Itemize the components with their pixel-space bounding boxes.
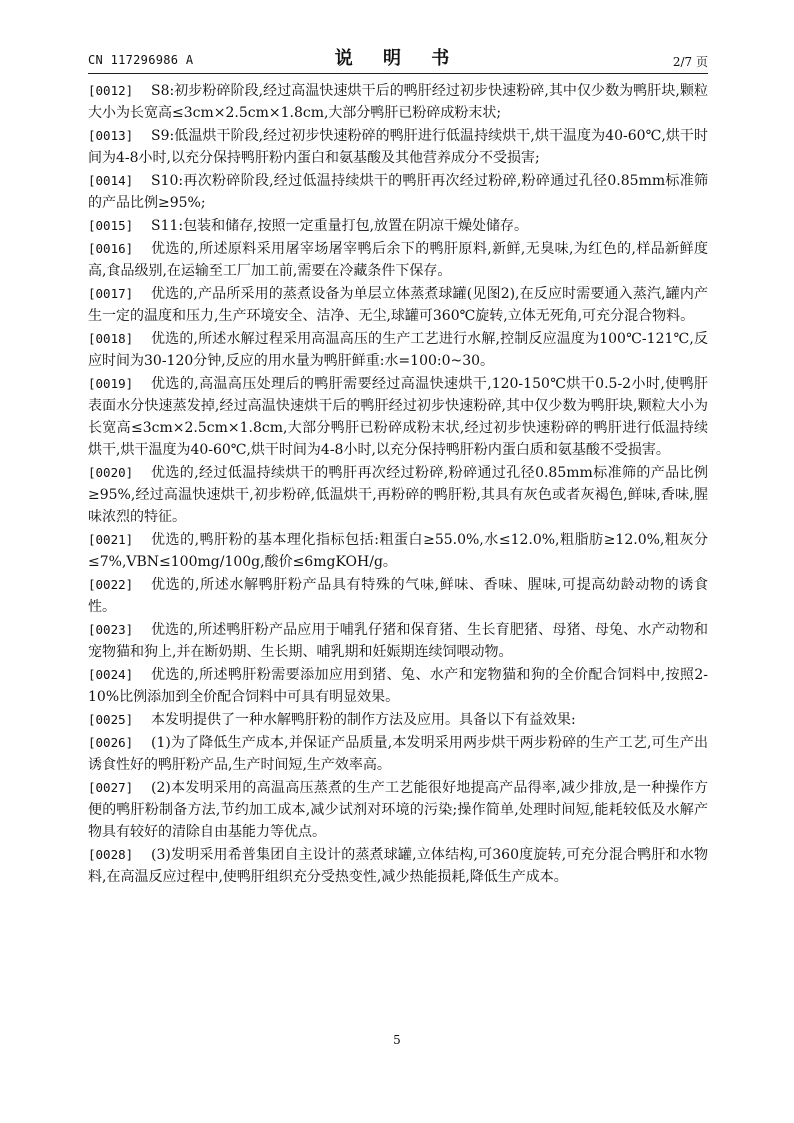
paragraph-number: [0021] — [88, 532, 134, 547]
paragraph-number: [0018] — [88, 331, 134, 346]
paragraph — [88, 328, 708, 372]
paragraph-text: 优选的,鸭肝粉的基本理化指标包括:粗蛋白≥55.0%,水≤12.0%,粗脂肪≥12.0%,粗灰分≤7%,VBN≤100mg/100g,酸价≤6mgKOH/g。 — [88, 532, 708, 570]
paragraph — [88, 283, 708, 327]
paragraph-number: [0020] — [88, 465, 134, 480]
paragraph-text: 优选的,所述水解鸭肝粉产品具有特殊的气味,鲜味、香味、腥味,可提高幼龄动物的诱食性。 — [88, 577, 708, 615]
paragraph — [88, 619, 708, 663]
paragraph-number: [0017] — [88, 286, 134, 301]
paragraph-number: [0027] — [88, 780, 134, 795]
paragraph — [88, 732, 708, 776]
paragraph-text: 优选的,高温高压处理后的鸭肝需要经过高温快速烘干,120-150℃烘干0.5-2小时,使鸭肝表面水分快速蒸发掉,经过高温快速烘干后的鸭肝经过初步快速粉碎,其中仅少数为鸭肝块,颗粒大小为长宽高≤3cm×2.5cm×1.8cm,大部分鸭肝已粉碎成粉末状,经过初步快速粉碎的鸭肝进行低温持续烘干,烘干温度为40-60℃,烘干时间为4-8小时,以充分保持鸭肝粉内蛋白质和氨基酸不受损害。 — [88, 376, 708, 458]
paragraph — [88, 777, 708, 843]
patent-number: CN 117296986 A — [88, 53, 194, 67]
paragraph-number: [0022] — [88, 577, 134, 592]
paragraph-number: [0026] — [88, 735, 134, 750]
paragraph-text: S11:包装和储存,按照一定重量打包,放置在阴凉干燥处储存。 — [151, 218, 529, 234]
page-number: 5 — [393, 1033, 401, 1047]
paragraph-text: 优选的,产品所采用的蒸煮设备为单层立体蒸煮球罐(见图2),在反应时需要通入蒸汽,罐内产生一定的温度和压力,生产环境安全、洁净、无尘,球罐可360℃旋转,立体无死角,可充分混合物料。 — [88, 286, 708, 324]
page-header — [88, 0, 708, 78]
paragraph — [88, 844, 708, 888]
paragraph-number: [0025] — [88, 712, 134, 727]
header-divider — [88, 73, 708, 74]
paragraph-number: [0014] — [88, 173, 134, 188]
paragraph — [88, 170, 708, 214]
paragraph-number: [0028] — [88, 847, 134, 862]
paragraph — [88, 709, 708, 731]
paragraph — [88, 215, 708, 237]
paragraph-text: 优选的,所述水解过程采用高温高压的生产工艺进行水解,控制反应温度为100℃-121℃,反应时间为30-120分钟,反应的用水量为鸭肝鲜重:水=100:0~30。 — [88, 331, 708, 369]
paragraph — [88, 529, 708, 573]
page-count: 2/7 页 — [672, 55, 708, 69]
paragraph-number: [0019] — [88, 376, 134, 391]
paragraph-text: S10:再次粉碎阶段,经过低温持续烘干的鸭肝再次经过粉碎,粉碎通过孔径0.85mm标准筛的产品比例≥95%; — [88, 173, 708, 211]
paragraph-text: 优选的,经过低温持续烘干的鸭肝再次经过粉碎,粉碎通过孔径0.85mm标准筛的产品比例≥95%,经过高温快速烘干,初步粉碎,低温烘干,再粉碎的鸭肝粉,其具有灰色或者灰褐色,鲜味,香味,腥味浓烈的特征。 — [88, 465, 708, 525]
paragraph-text: S8:初步粉碎阶段,经过高温快速烘干后的鸭肝经过初步快速粉碎,其中仅少数为鸭肝块,颗粒大小为长宽高≤3cm×2.5cm×1.8cm,大部分鸭肝已粉碎成粉末状; — [88, 83, 708, 121]
paragraph — [88, 664, 708, 708]
paragraph-number: [0013] — [88, 128, 134, 143]
paragraph-text: 优选的,所述鸭肝粉需要添加应用到猪、兔、水产和宠物猫和狗的全价配合饲料中,按照2-10%比例添加到全价配合饲料中可具有明显效果。 — [88, 667, 708, 705]
paragraph-text: (2)本发明采用的高温高压蒸煮的生产工艺能很好地提高产品得率,减少排放,是一种操作方便的鸭肝粉制备方法,节约加工成本,减少试剂对环境的污染;操作简单,处理时间短,能耗较低及水解产物具有较好的清除自由基能力等优点。 — [88, 780, 708, 840]
paragraph-number: [0023] — [88, 622, 134, 637]
paragraph-text: 优选的,所述鸭肝粉产品应用于哺乳仔猪和保育猪、生长育肥猪、母猪、母兔、水产动物和宠物猫和狗上,并在断奶期、生长期、哺乳期和妊娠期连续饲喂动物。 — [88, 622, 708, 660]
paragraph-number: [0024] — [88, 667, 134, 682]
document-body — [88, 80, 708, 889]
paragraph-text: 本发明提供了一种水解鸭肝粉的制作方法及应用。具备以下有益效果: — [151, 712, 576, 728]
paragraph — [88, 125, 708, 169]
paragraph-text: (1)为了降低生产成本,并保证产品质量,本发明采用两步烘干两步粉碎的生产工艺,可生产出诱食性好的鸭肝粉产品,生产时间短,生产效率高。 — [88, 735, 708, 773]
paragraph-number: [0012] — [88, 83, 134, 98]
paragraph-text: (3)发明采用希普集团自主设计的蒸煮球罐,立体结构,可360度旋转,可充分混合鸭肝和水物料,在高温反应过程中,使鸭肝组织充分受热变性,减少热能损耗,降低生产成本。 — [88, 847, 708, 885]
paragraph-number: [0016] — [88, 241, 134, 256]
document-title: 说 明 书 — [334, 48, 462, 69]
paragraph — [88, 462, 708, 528]
paragraph — [88, 80, 708, 124]
paragraph-text: S9:低温烘干阶段,经过初步快速粉碎的鸭肝进行低温持续烘干,烘干温度为40-60℃,烘干时间为4-8小时,以充分保持鸭肝粉内蛋白和氨基酸及其他营养成分不受损害; — [88, 128, 708, 166]
paragraph-number: [0015] — [88, 218, 134, 233]
paragraph-text: 优选的,所述原料采用屠宰场屠宰鸭后余下的鸭肝原料,新鲜,无臭味,为红色的,样品新鲜度高,食品级别,在运输至工厂加工前,需要在冷藏条件下保存。 — [88, 241, 708, 279]
paragraph — [88, 373, 708, 461]
paragraph — [88, 238, 708, 282]
paragraph — [88, 574, 708, 618]
